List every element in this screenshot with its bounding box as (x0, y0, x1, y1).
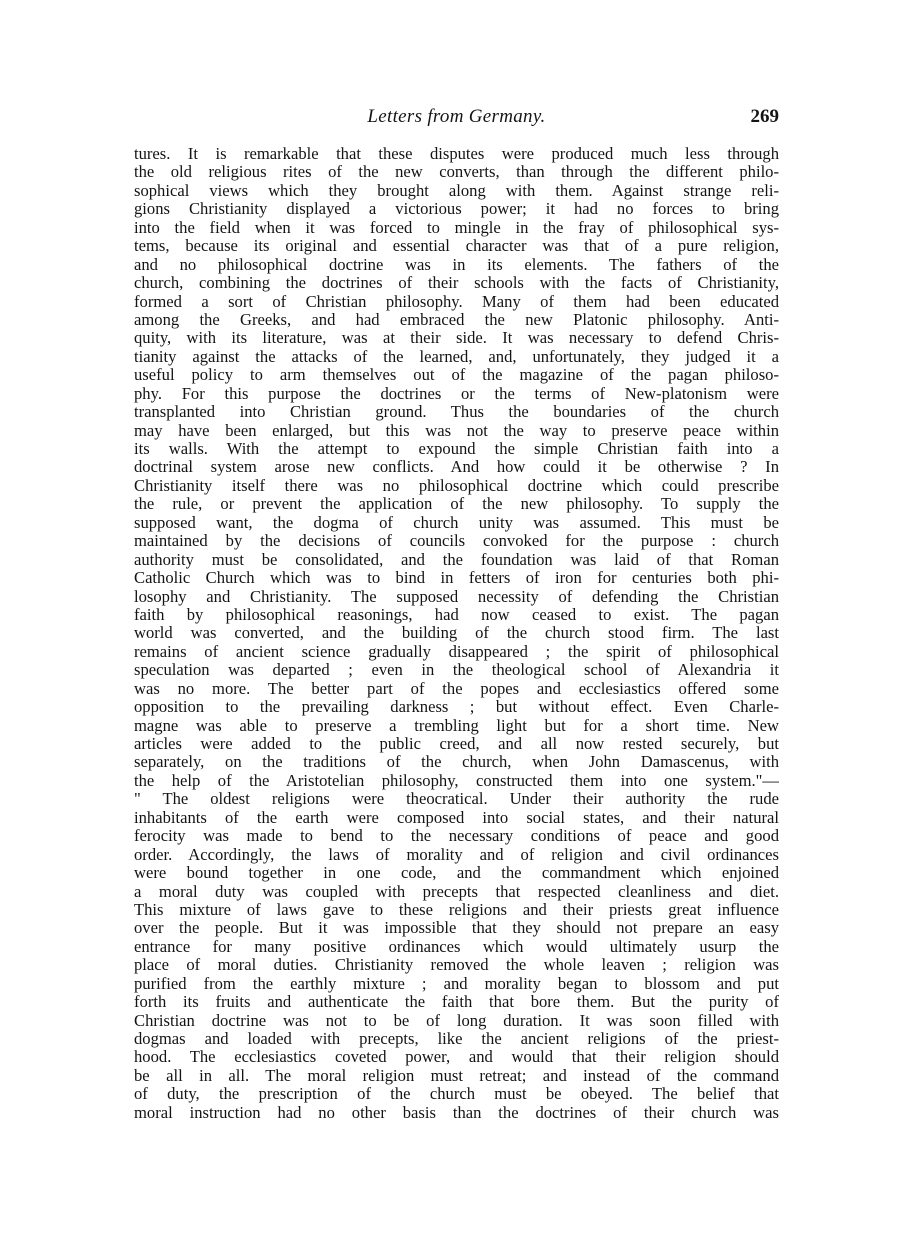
text-line: the old religious rites of the new converts, than through the different philo- (134, 163, 779, 182)
text-line: This mixture of laws gave to these religions and their priests great influence (134, 900, 779, 919)
text-line: and no philosophical doctrine was in its elements. The fathers of the (134, 255, 779, 274)
text-line: tianity against the attacks of the learned, and, unfortunately, they judged it a (134, 347, 779, 366)
text-line: quity, with its literature, was at their side. It was necessary to defend Chris- (134, 329, 779, 348)
text-line: purified from the earthly mixture ; and morality began to blossom and put (134, 974, 779, 993)
text-line: hood. The ecclesiastics coveted power, and would that their religion should (134, 1048, 779, 1067)
text-line: gions Christianity displayed a victorious power; it had no forces to bring (134, 200, 779, 219)
text-line: order. Accordingly, the laws of morality and of religion and civil ordinances (134, 845, 779, 864)
text-line: the rule, or prevent the application of the new philosophy. To supply the (134, 495, 779, 514)
text-line: ferocity was made to bend to the necessary conditions of peace and good (134, 827, 779, 846)
text-line: articles were added to the public creed, and all now rested securely, but (134, 735, 779, 753)
page-number: 269 (750, 106, 779, 127)
text-line: entrance for many positive ordinances which would ultimately usurp the (134, 937, 779, 956)
text-line: tures. It is remarkable that these disputes were produced much less through (134, 145, 779, 163)
text-line: maintained by the decisions of councils convoked for the purpose : church (134, 532, 779, 551)
text-line: may have been enlarged, but this was not the way to preserve peace within (134, 421, 779, 440)
text-line: the help of the Aristotelian philosophy, constructed them into one system."— (134, 771, 779, 790)
text-line: useful policy to arm themselves out of the magazine of the pagan philoso- (134, 366, 779, 385)
text-line: remains of ancient science gradually disappeared ; the spirit of philosophical (134, 642, 779, 661)
text-line: doctrinal system arose new conflicts. And how could it be otherwise ? In (134, 458, 779, 477)
text-line: among the Greeks, and had embraced the new Platonic philosophy. Anti- (134, 310, 779, 329)
text-line: was no more. The better part of the popes and ecclesiastics offered some (134, 679, 779, 698)
text-line: sophical views which they brought along with them. Against strange reli- (134, 181, 779, 200)
text-line: faith by philosophical reasonings, had now ceased to exist. The pagan (134, 605, 779, 624)
running-title: Letters from Germany. (367, 106, 546, 127)
text-line: be all in all. The moral religion must retreat; and instead of the command (134, 1066, 779, 1085)
running-head (134, 106, 779, 132)
text-line: separately, on the traditions of the church, when John Damascenus, with (134, 753, 779, 772)
text-line: formed a sort of Christian philosophy. Many of them had been educated (134, 292, 779, 311)
text-line: tems, because its original and essential character was that of a pure religion, (134, 237, 779, 256)
text-line: supposed want, the dogma of church unity was assumed. This must be (134, 513, 779, 532)
text-line: world was converted, and the building of the church stood firm. The last (134, 624, 779, 643)
text-line: a moral duty was coupled with precepts that respected cleanliness and diet. (134, 882, 779, 901)
text-line: authority must be consolidated, and the foundation was laid of that Roman (134, 550, 779, 569)
text-line: transplanted into Christian ground. Thus the boundaries of the church (134, 403, 779, 422)
body-text (134, 145, 779, 1122)
text-line: place of moral duties. Christianity removed the whole leaven ; religion was (134, 956, 779, 975)
text-line: inhabitants of the earth were composed into social states, and their natural (134, 808, 779, 827)
text-line: phy. For this purpose the doctrines or the terms of New-platonism were (134, 384, 779, 403)
text-line: speculation was departed ; even in the theological school of Alexandria it (134, 661, 779, 680)
text-line: magne was able to preserve a trembling light but for a short time. New (134, 716, 779, 735)
text-line: over the people. But it was impossible that they should not prepare an easy (134, 919, 779, 938)
text-line: Christianity itself there was no philosophical doctrine which could prescribe (134, 476, 779, 495)
text-line: losophy and Christianity. The supposed necessity of defending the Christian (134, 587, 779, 606)
text-line: Catholic Church which was to bind in fetters of iron for centuries both phi- (134, 569, 779, 588)
text-line: forth its fruits and authenticate the faith that bore them. But the purity of (134, 993, 779, 1012)
text-line: its walls. With the attempt to expound the simple Christian faith into a (134, 440, 779, 458)
text-line: church, combining the doctrines of their schools with the facts of Christianity, (134, 274, 779, 293)
text-line: opposition to the prevailing darkness ; but without effect. Even Charle- (134, 698, 779, 717)
text-line: Christian doctrine was not to be of long duration. It was soon filled with (134, 1011, 779, 1030)
text-line: " The oldest religions were theocratical. Under their authority the rude (134, 790, 779, 809)
text-line: moral instruction had no other basis than the doctrines of their church was (134, 1103, 779, 1122)
text-line: dogmas and loaded with precepts, like the ancient religions of the priest- (134, 1030, 779, 1048)
text-line: of duty, the prescription of the church must be obeyed. The belief that (134, 1085, 779, 1104)
text-line: into the field when it was forced to mingle in the fray of philosophical sys- (134, 218, 779, 237)
text-line: were bound together in one code, and the commandment which enjoined (134, 864, 779, 883)
